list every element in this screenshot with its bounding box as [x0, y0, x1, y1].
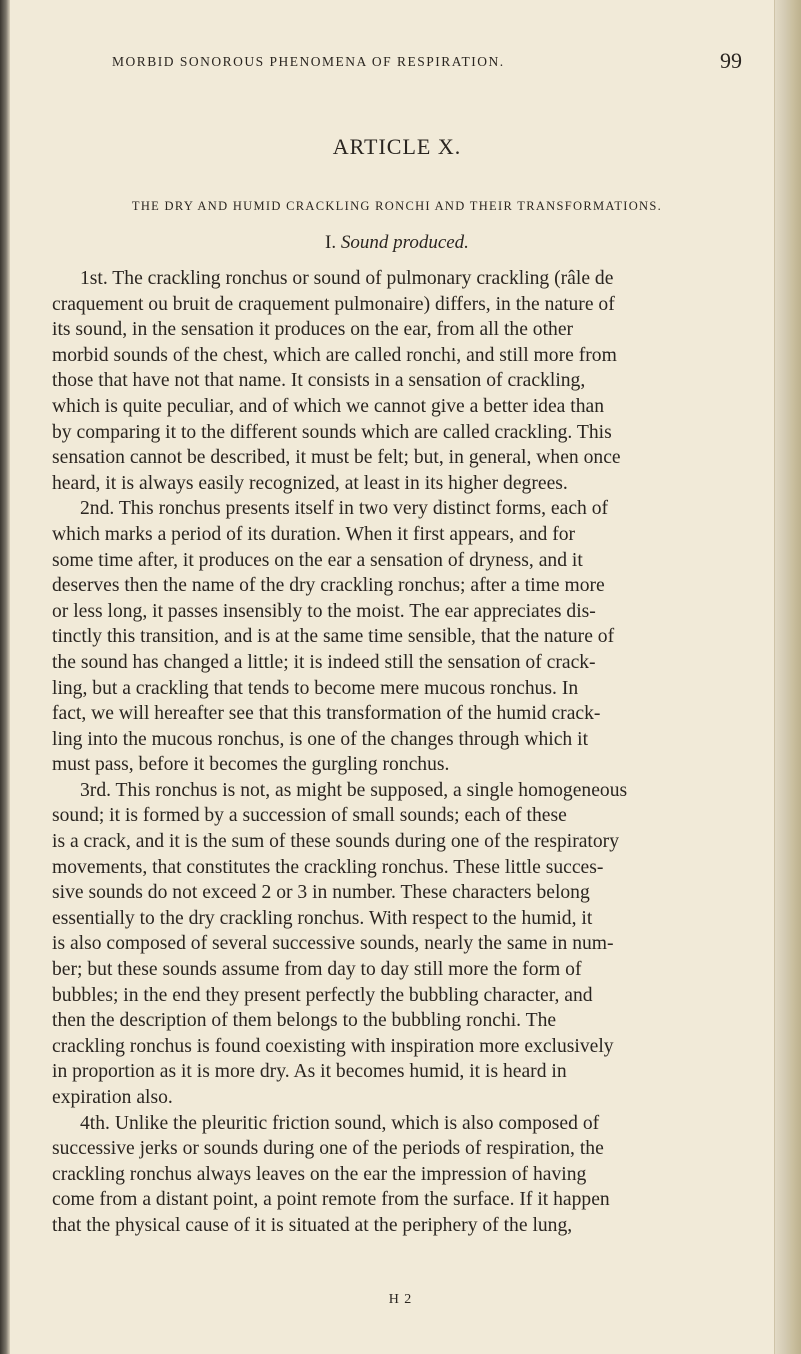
running-title: MORBID SONOROUS PHENOMENA OF RESPIRATION.	[112, 54, 505, 69]
section-heading	[52, 232, 742, 254]
text-line: essentially to the dry crackling ronchus. With respect to the humid, it	[52, 907, 593, 929]
book-page	[52, 46, 742, 1239]
text-line: that the physical cause of it is situated at the periphery of the lung,	[52, 1214, 573, 1236]
text-line: or less long, it passes insensibly to the moist. The ear appreciates dis-	[52, 600, 596, 622]
article-subtitle: THE DRY AND HUMID CRACKLING RONCHI AND THEIR TRANSFORMATIONS.	[131, 199, 663, 213]
body-text	[52, 266, 742, 1239]
text-line: which is quite peculiar, and of which we cannot give a better idea than	[52, 395, 604, 417]
text-line: in proportion as it is more dry. As it becomes humid, it is heard in	[52, 1061, 567, 1083]
text-line: sensation cannot be described, it must be felt; but, in general, when once	[52, 447, 621, 469]
binding-gutter	[0, 0, 10, 1354]
text-line: heard, it is always easily recognized, at least in its higher degrees.	[52, 472, 568, 494]
text-line: 3rd. This ronchus is not, as might be supposed, a single homogeneous	[80, 779, 628, 801]
text-line: bubbles; in the end they present perfectly the bubbling character, and	[52, 984, 593, 1006]
text-line: successive jerks or sounds during one of the periods of respiration, the	[52, 1138, 604, 1160]
text-line: crackling ronchus is found coexisting with inspiration more exclusively	[52, 1035, 614, 1057]
text-line: which marks a period of its duration. When it first appears, and for	[52, 523, 576, 545]
text-line: 4th. Unlike the pleuritic friction sound, which is also composed of	[80, 1112, 600, 1134]
paragraph	[52, 496, 742, 778]
text-line: is a crack, and it is the sum of these sounds during one of the respiratory	[52, 831, 619, 853]
text-line: fact, we will hereafter see that this transformation of the humid crack-	[52, 703, 601, 725]
page-number: 99	[720, 48, 742, 73]
text-line: sound; it is formed by a succession of small sounds; each of these	[52, 805, 567, 827]
text-line: must pass, before it becomes the gurgling ronchus.	[52, 754, 450, 776]
text-line: sive sounds do not exceed 2 or 3 in number. These characters belong	[52, 882, 590, 904]
section-label: Sound produced.	[340, 232, 469, 253]
section-number: I.	[325, 232, 337, 253]
text-line: some time after, it produces on the ear a sensation of dryness, and it	[52, 549, 583, 571]
text-line: 2nd. This ronchus presents itself in two very distinct forms, each of	[80, 498, 609, 520]
text-line: expiration also.	[52, 1087, 173, 1108]
text-line: ling into the mucous ronchus, is one of the changes through which it	[52, 728, 589, 750]
text-line: those that have not that name. It consists in a sensation of crackling,	[52, 370, 586, 392]
signature-mark: H 2	[388, 1292, 413, 1307]
page-edge	[774, 0, 801, 1354]
text-line: is also composed of several successive sounds, nearly the same in num-	[52, 933, 614, 955]
text-line: 1st. The crackling ronchus or sound of pulmonary crackling (râle de	[80, 268, 614, 289]
text-line: ling, but a crackling that tends to become mere mucous ronchus. In	[52, 677, 579, 699]
text-line: come from a distant point, a point remote from the surface. If it happen	[52, 1189, 610, 1211]
text-line: deserves then the name of the dry crackling ronchus; after a time more	[52, 575, 605, 597]
text-line: crackling ronchus always leaves on the ear the impression of having	[52, 1163, 587, 1185]
text-line: ber; but these sounds assume from day to day still more the form of	[52, 959, 582, 981]
running-head	[52, 46, 742, 76]
text-line: tinctly this transition, and is at the same time sensible, that the nature of	[52, 626, 615, 648]
text-line: movements, that constitutes the crackling ronchus. These little succes-	[52, 856, 604, 878]
text-line: the sound has changed a little; it is indeed still the sensation of crack-	[52, 651, 596, 673]
text-line: then the description of them belongs to the bubbling ronchi. The	[52, 1010, 557, 1032]
text-line: by comparing it to the different sounds which are called crackling. This	[52, 421, 612, 443]
text-line: morbid sounds of the chest, which are called ronchi, and still more from	[52, 344, 617, 366]
paragraph	[52, 778, 742, 1111]
article-title: ARTICLE X.	[332, 134, 462, 159]
text-line: craquement ou bruit de craquement pulmonaire) differs, in the nature of	[52, 293, 615, 315]
paragraph	[52, 1111, 742, 1239]
paragraph	[52, 266, 742, 496]
text-line: its sound, in the sensation it produces on the ear, from all the other	[52, 319, 574, 341]
